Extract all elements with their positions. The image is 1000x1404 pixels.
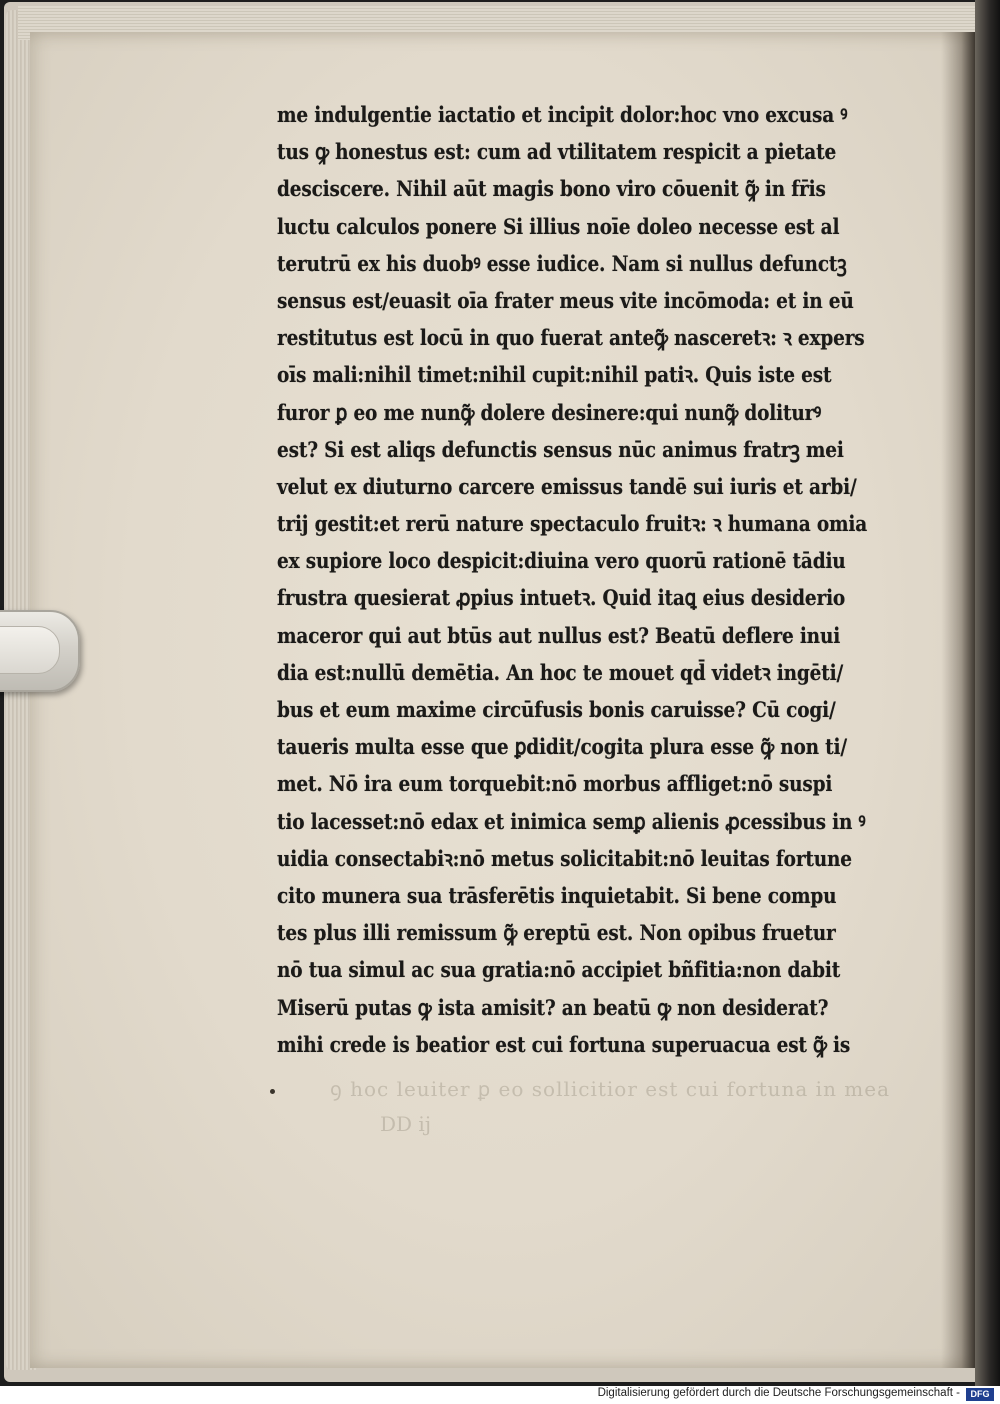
text-line: me indulgentie iactatio et incipit dolor:hoc vno excusa ꝰ (277, 103, 848, 128)
text-line: desciscere. Nihil aūt magis bono viro cōuenit ꝙ̃ in fr̄is (277, 177, 826, 203)
text-line: nō tua simul ac sua gratia:nō accipiet bñfitia:non dabit (277, 958, 841, 984)
text-line: met. Nō ira eum torquebit:nō morbus affliget:nō suspi (277, 772, 833, 798)
footer-bar (0, 1386, 1000, 1404)
text-line: taueris multa esse que ꝑdidit/cogita plura esse ꝙ̃ non ti/ (277, 735, 847, 761)
text-line: trij gestit:et rerū nature spectaculo fruitꝛ: ꝛ humana omia (277, 512, 868, 538)
text-line: Miserū putas ꝙ ista amisit? an beatū ꝙ non desiderat? (277, 995, 829, 1021)
text-line: est? Si est aliqs defunctis sensus nūc animus fratrꝫ mei (277, 437, 844, 463)
text-line: cito munera sua trāsferētis inquietabit. Si bene compu (277, 883, 837, 909)
text-line: tus ꝙ honestus est: cum ad vtilitatem respicit a pietate (277, 140, 837, 166)
dfg-logo-icon: DFG (966, 1388, 994, 1401)
text-block (277, 97, 868, 1064)
text-line: oīs mali:nihil timet:nihil cupit:nihil patiꝛ. Quis iste est (277, 363, 832, 389)
text-line: ex supiore loco despicit:diuina vero quorū rationē tādiu (277, 549, 846, 575)
text-line: dia est:nullū demētia. An hoc te mouet qd̄ videtꝛ ingēti/ (277, 660, 844, 686)
text-line: restitutus est locū in quo fuerat anteꝙ̃ nasceretꝛ: ꝛ expers (277, 326, 865, 352)
text-line: tio lacesset:nō edax et inimica semꝑ alienis ꝓcessibus in ꝰ (277, 809, 866, 835)
text-line: uidia consectabiꝛ:nō metus solicitabit:nō leuitas fortune (277, 846, 852, 872)
text-line: bus et eum maxime circūfusis bonis caruisse? Cū cogi/ (277, 698, 836, 723)
text-line: frustra quesierat ꝓpius intuetꝛ. Quid itaꝗ eius desiderio (277, 586, 846, 612)
funding-credit: Digitalisierung gefördert durch die Deutsche Forschungsgemeinschaft - (597, 1387, 960, 1399)
show-through-signature: DD ij (380, 1112, 432, 1136)
text-line: terutrū ex his duobꝰ esse iudice. Nam si nullus defunctꝫ (277, 251, 847, 277)
show-through-line: ꝯ hoc leuiter ꝑ eo sollicitior est cui fortuna in mea (330, 1077, 891, 1101)
page-clamp (0, 610, 80, 692)
text-line: furor ꝑ eo me nunꝙ̃ dolere desinere:qui nunꝙ̃ doliturꝰ (277, 400, 822, 426)
text-line: maceror qui aut btūs aut nullus est? Beatū deflere inui (277, 623, 841, 649)
text-line: sensus est/euasit oīa frater meus vite incōmoda: et in eū (277, 288, 854, 314)
text-line: tes plus illi remissum ꝙ̃ ereptū est. Non opibus fruetur (277, 921, 836, 947)
gutter-shadow (941, 32, 975, 1368)
text-line: mihi crede is beatior est cui fortuna superuacua est ꝙ̃ is (277, 1032, 851, 1058)
right-edge-shadow (975, 0, 1000, 1386)
ink-dot (270, 1089, 275, 1094)
text-line: velut ex diuturno carcere emissus tandē sui iuris et arbi/ (277, 474, 857, 500)
text-line: luctu calculos ponere Si illius noīe doleo necesse est al (277, 214, 840, 240)
